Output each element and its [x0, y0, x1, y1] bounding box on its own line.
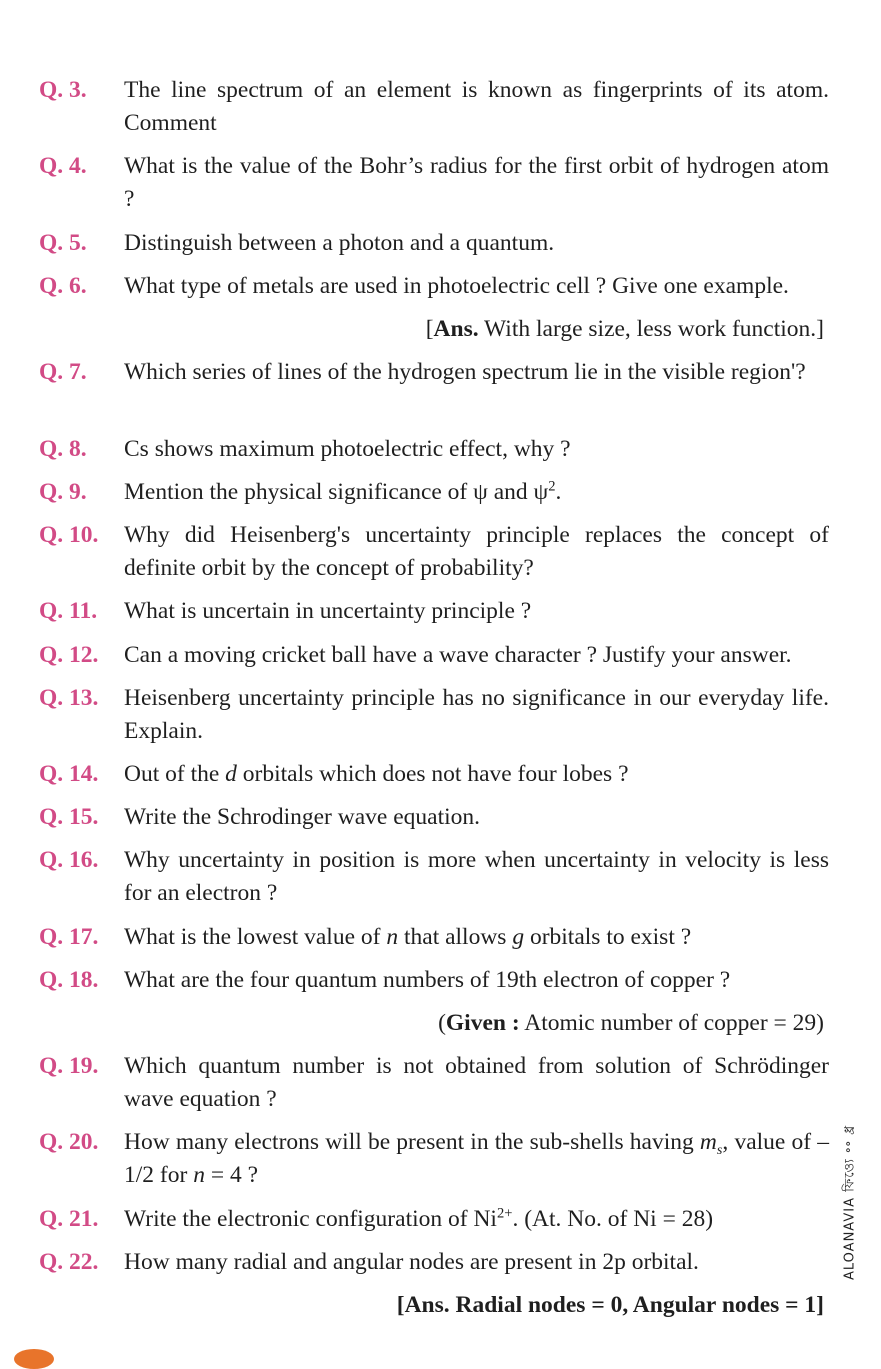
- question-q21: [39, 1203, 829, 1236]
- question-text: Write the Schrodinger wave equation.: [124, 804, 480, 830]
- question-q16: [39, 844, 829, 910]
- question-number: Q. 6.: [39, 273, 87, 299]
- question-text: Heisenberg uncertainty principle has no significance in our everyday life. Explain.: [124, 685, 829, 744]
- question-text: Cs shows maximum photoelectric effect, why ?: [124, 436, 571, 462]
- question-number: Q. 9.: [39, 479, 87, 505]
- question-q22: [39, 1246, 829, 1279]
- question-number: Q. 21.: [39, 1206, 99, 1232]
- question-number: Q. 10.: [39, 522, 99, 548]
- question-number: Q. 15.: [39, 804, 99, 830]
- question-number: Q. 20.: [39, 1129, 99, 1155]
- question-text: Out of the d orbitals which does not have four lobes ?: [124, 761, 629, 787]
- question-text: What is uncertain in uncertainty principle ?: [124, 598, 532, 624]
- question-q20: [39, 1126, 829, 1192]
- question-text: Which series of lines of the hydrogen spectrum lie in the visible region'?: [124, 359, 806, 385]
- question-number: Q. 4.: [39, 153, 87, 179]
- answer-q22: [Ans. Radial nodes = 0, Angular nodes = 1]: [396, 1292, 824, 1318]
- question-number: Q. 22.: [39, 1249, 99, 1275]
- question-number: Q. 17.: [39, 924, 99, 950]
- question-number: Q. 16.: [39, 847, 99, 873]
- question-q19: [39, 1050, 829, 1116]
- question-q5: [39, 227, 829, 260]
- question-number: Q. 8.: [39, 436, 87, 462]
- question-text: The line spectrum of an element is known as fingerprints of its atom. Comment: [124, 77, 829, 136]
- question-number: Q. 12.: [39, 642, 99, 668]
- question-q10: [39, 519, 829, 585]
- question-q9: [39, 476, 829, 509]
- question-number: Q. 11.: [39, 598, 98, 624]
- question-text: Write the electronic configuration of $Ni^{2+}$. (At. No. of Ni = 28): [124, 1205, 714, 1232]
- question-text: Can a moving cricket ball have a wave character ? Justify your answer.: [124, 642, 792, 668]
- question-q7: [39, 356, 829, 389]
- question-text: How many radial and angular nodes are present in 2p orbital.: [124, 1249, 699, 1275]
- question-number: Q. 7.: [39, 359, 87, 385]
- given-q18: (Given : Atomic number of copper = 29): [438, 1010, 824, 1036]
- question-text: Mention the physical significance of ψ and $\psi^2$.: [124, 478, 562, 505]
- question-q4: [39, 150, 829, 216]
- question-q8: [39, 433, 829, 466]
- question-text: Which quantum number is not obtained from solution of Schrödinger wave equation ?: [124, 1053, 829, 1112]
- question-q3: [39, 74, 829, 140]
- question-number: Q. 13.: [39, 685, 99, 711]
- question-number: Q. 3.: [39, 77, 87, 103]
- question-q15: [39, 801, 829, 834]
- side-watermark: ALOANAVIA ফিও্যে ॰॰ ধ্র: [842, 1124, 858, 1280]
- question-text: Why did Heisenberg's uncertainty principle replaces the concept of definite orbit by the concept of probability?: [124, 522, 829, 581]
- question-number: Q. 5.: [39, 230, 87, 256]
- question-q18: [39, 964, 829, 997]
- question-q13: [39, 682, 829, 748]
- answer-q6: [Ans. With large size, less work function.]: [425, 316, 824, 342]
- question-q6: [39, 270, 829, 303]
- question-text: What is the lowest value of n that allows g orbitals to exist ?: [124, 924, 692, 950]
- corner-decoration: [14, 1349, 54, 1369]
- question-q14: [39, 758, 829, 791]
- question-text: Distinguish between a photon and a quantum.: [124, 230, 555, 256]
- question-text: Why uncertainty in position is more when uncertainty in velocity is less for an electron ?: [124, 847, 829, 906]
- question-number: Q. 14.: [39, 761, 99, 787]
- question-number: Q. 19.: [39, 1053, 99, 1079]
- question-number: Q. 18.: [39, 967, 99, 993]
- question-text: What is the value of the Bohr’s radius for the first orbit of hydrogen atom ?: [124, 153, 829, 212]
- question-text: What are the four quantum numbers of 19th electron of copper ?: [124, 967, 731, 993]
- question-q12: [39, 639, 829, 672]
- question-text: How many electrons will be present in the sub-shells having $m_s$, value of – 1/2 for n = 4 ?: [124, 1129, 829, 1188]
- question-q11: [39, 595, 829, 628]
- question-text: What type of metals are used in photoelectric cell ? Give one example.: [124, 273, 789, 299]
- question-q17: [39, 921, 829, 954]
